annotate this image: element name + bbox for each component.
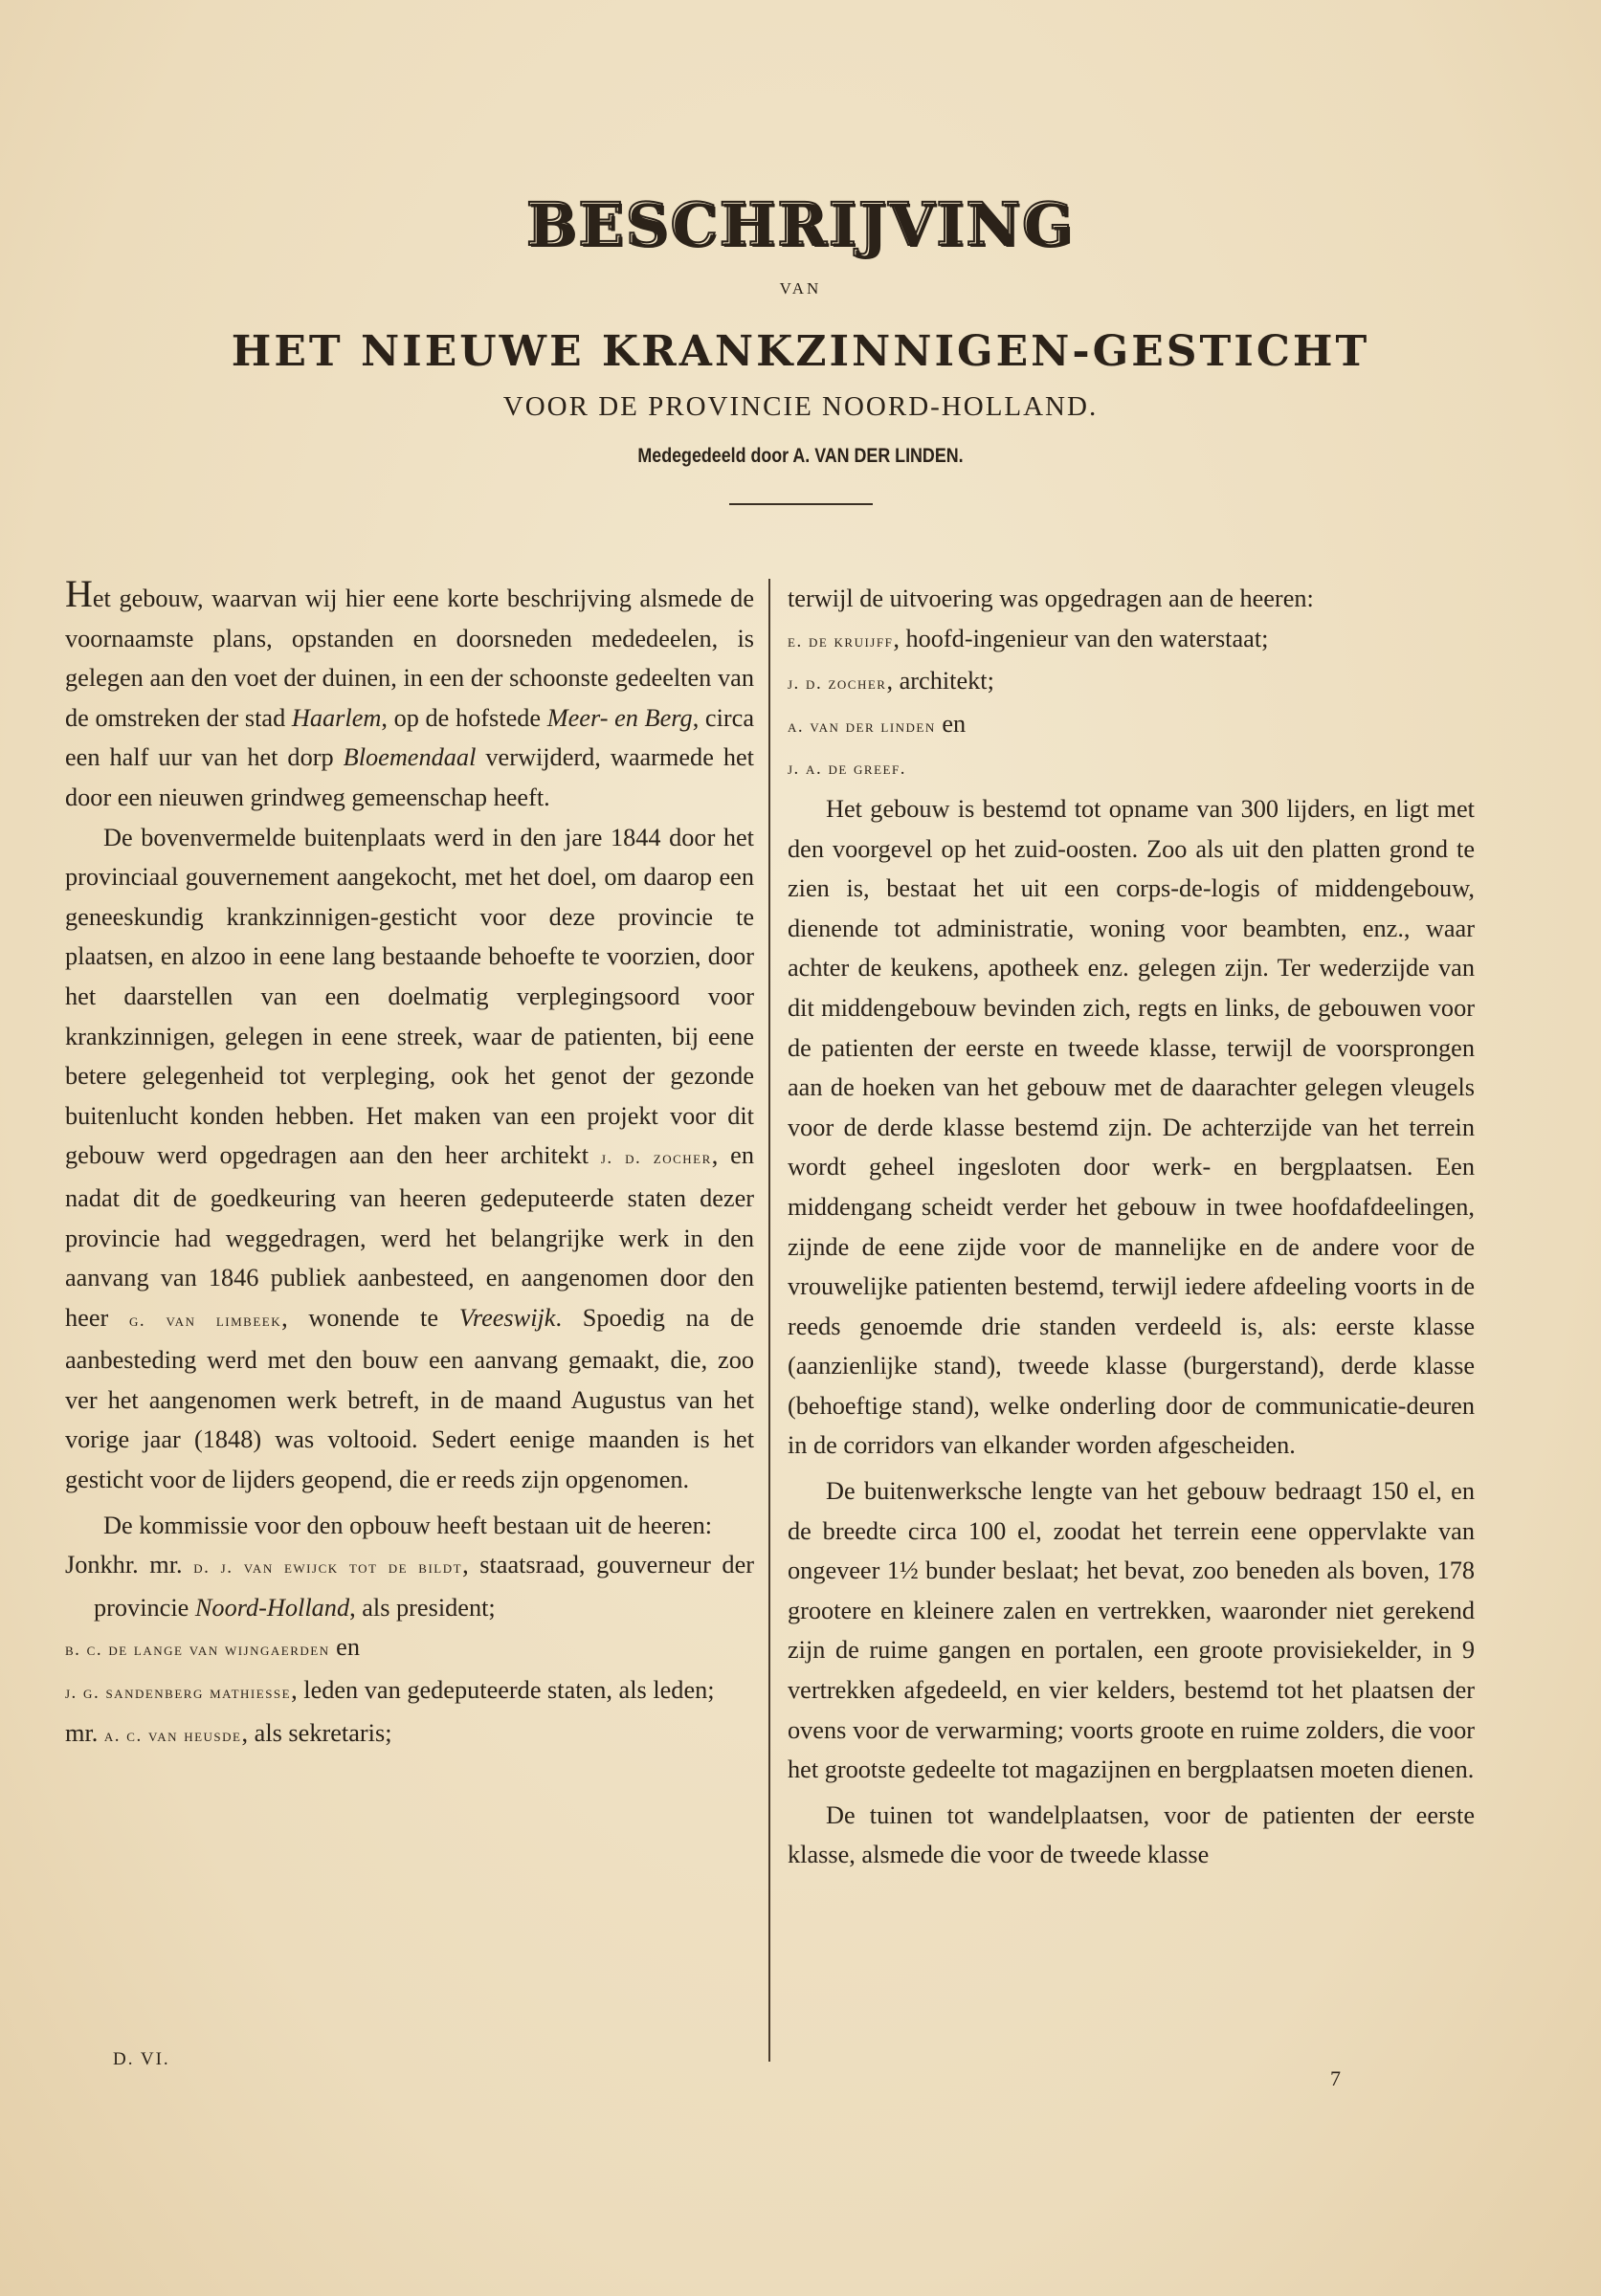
blackletter-title: BESCHRIJVING (526, 189, 1075, 259)
execution-intro: terwijl de uitvoering was opgedragen aan de heeren: (788, 585, 1314, 612)
paragraph-building: Het gebouw is bestemd tot opname van 300 lijders, en ligt met den voorgevel op het zuid-oosten. Zoo als uit den platten grond te zien is, bestaat het uit een corps-de-logis of middengebouw, dienende tot administratie, woning voor beambten, enz., waar achter de keukens, apotheek enz. gelegen zijn. Ter wederzijde van dit middengebouw bevinden zich, regts en links, de gebouwen voor de patienten der eerste en tweede klasse, terwijl de voorsprongen aan de hoeken van het gebouw met de daarachter gelegen vleugels voor de derde klasse bestemd zijn. De achterzijde van het terrein wordt geheel ingesloten door werk- en bergplaatsen. Een middengang scheidt verder het gebouw in twee hoofdafdeelingen, zijnde de eene zijde voor de mannelijke en de andere voor de vrouwelijke patienten bestemd, terwijl iedere afdeeling voorts in de reeds genoemde drie standen verdeeld is, als: eerste klasse (aanzienlijke stand), tweede klasse (burgerstand), derde klasse (behoeftige stand), welke onderling door de communicatie-deuren in de corridors van elkander worden afgescheiden. (788, 794, 1475, 1460)
name-limbeek: g. van limbeek (128, 1310, 282, 1331)
paragraph-intro: Het gebouw, waarvan wij hier eene korte beschrijving alsmede de voornaamste plans, opstanden en doorsneden mededeelen, is gelegen aan den voet der duinen, in een der schoonste gedeelten van de omstreken der stad Haarlem, op de hofstede Meer- en Berg, circa een half uur van het dorp Bloemendaal verwijderd, waarmede het door een nieuwen grindweg gemeenschap heeft. (65, 572, 754, 811)
executor-entry: j. a. de greef. (788, 759, 906, 780)
executor-entry: e. de kruijff, hoofd-ingenieur van den waterstaat; (788, 624, 1269, 652)
drop-cap: H (65, 572, 93, 615)
title-block (0, 191, 1601, 505)
main-title: HET NIEUWE KRANKZINNIGEN-GESTICHT (231, 327, 1370, 376)
commission-member: Jonkhr. mr. d. j. van ewijck tot de bildt, staatsraad, gouverneur der provincie Noord-Holland, als president; (65, 1551, 754, 1622)
executor-entry: j. d. zocher, architekt; (788, 667, 994, 695)
title-rule (729, 503, 873, 505)
commission-member: j. g. sandenberg mathiesse, leden van gedeputeerde staten, als leden; (65, 1676, 715, 1705)
paragraph-dimensions: De buitenwerksche lengte van het gebouw bedraagt 150 el, en de breedte circa 100 el, zoodat het terrein eene oppervlakte van ongeveer 1½ bunder beslaat; het bevat, zoo beneden als boven, 178 grootere en kleinere zalen en vertrekken, waaronder niet gerekend zijn de ruime gangen en portalen, een groote provisiekelder, in 9 vertrekken afgedeeld, en vier kelders, bestemd tot het plaatsen der ovens voor de verwarming; voorts groote en ruime zolders, die voor het grootste gedeelte tot magazijnen en bergplaatsen moeten dienen. (788, 1477, 1475, 1784)
subtitle: VOOR DE PROVINCIE NOORD-HOLLAND. (502, 391, 1099, 422)
signature-mark: D. VI. (113, 2049, 170, 2069)
title-connector: VAN (779, 279, 822, 298)
column-divider (768, 579, 770, 2062)
name-zocher: j. d. zocher (600, 1148, 712, 1169)
paragraph-gardens: De tuinen tot wandelplaatsen, voor de patienten der eerste klasse, alsmede die voor de tweede klasse (788, 1800, 1475, 1869)
commission-member: mr. a. c. van heusde, als sekretaris; (65, 1718, 392, 1747)
paragraph-commission: De kommissie voor den opbouw heeft bestaan uit de heeren: (103, 1511, 713, 1539)
right-column (788, 579, 1475, 1875)
paragraph-history: De bovenvermelde buitenplaats werd in den jare 1844 door het provinciaal gouvernement aangekocht, met het doel, om daarop een geneeskundig krankzinnigen-gesticht voor deze provincie te plaatsen, en alzoo in eene lang bestaande behoefte te voorzien, door het daarstellen van een doelmatig verplegingsoord voor krankzinnigen, gelegen in eene streek, waar de patienten, bij eene betere gelegenheid tot verpleging, ook het genot der gezonde buitenlucht konden hebben. Het maken van een projekt voor dit gebouw werd opgedragen aan den heer architekt j. d. zocher, en nadat dit de goedkeuring van heeren gedeputeerde staten dezer provincie had weggedragen, werd het belangrijke werk in den aanvang van 1846 publiek aanbesteed, en aangenomen door den heer g. van limbeek, wonende te Vreeswijk. Spoedig na de aanbesteding werd met den bouw een aanvang gemaakt, die, zoo ver het aangenomen werk betreft, in de maand Augustus van het vorige jaar (1848) was voltooid. Sedert eenige maanden is het gesticht voor de lijders geopend, die er reeds zijn opgenomen. (65, 823, 754, 1494)
page-number: 7 (1330, 2066, 1341, 2090)
executor-entry: a. van der linden en (788, 709, 967, 738)
commission-member: b. c. de lange van wijngaerden en (65, 1633, 361, 1662)
place-bloemendaal: Bloemendaal (343, 743, 477, 772)
place-vreeswijk: Vreeswijk (458, 1303, 556, 1332)
place-meer-en-berg: Meer- en Berg (546, 703, 693, 732)
left-column (65, 572, 754, 1755)
byline: Medegedeeld door A. VAN DER LINDEN. (637, 445, 964, 467)
place-haarlem: Haarlem (291, 703, 382, 732)
